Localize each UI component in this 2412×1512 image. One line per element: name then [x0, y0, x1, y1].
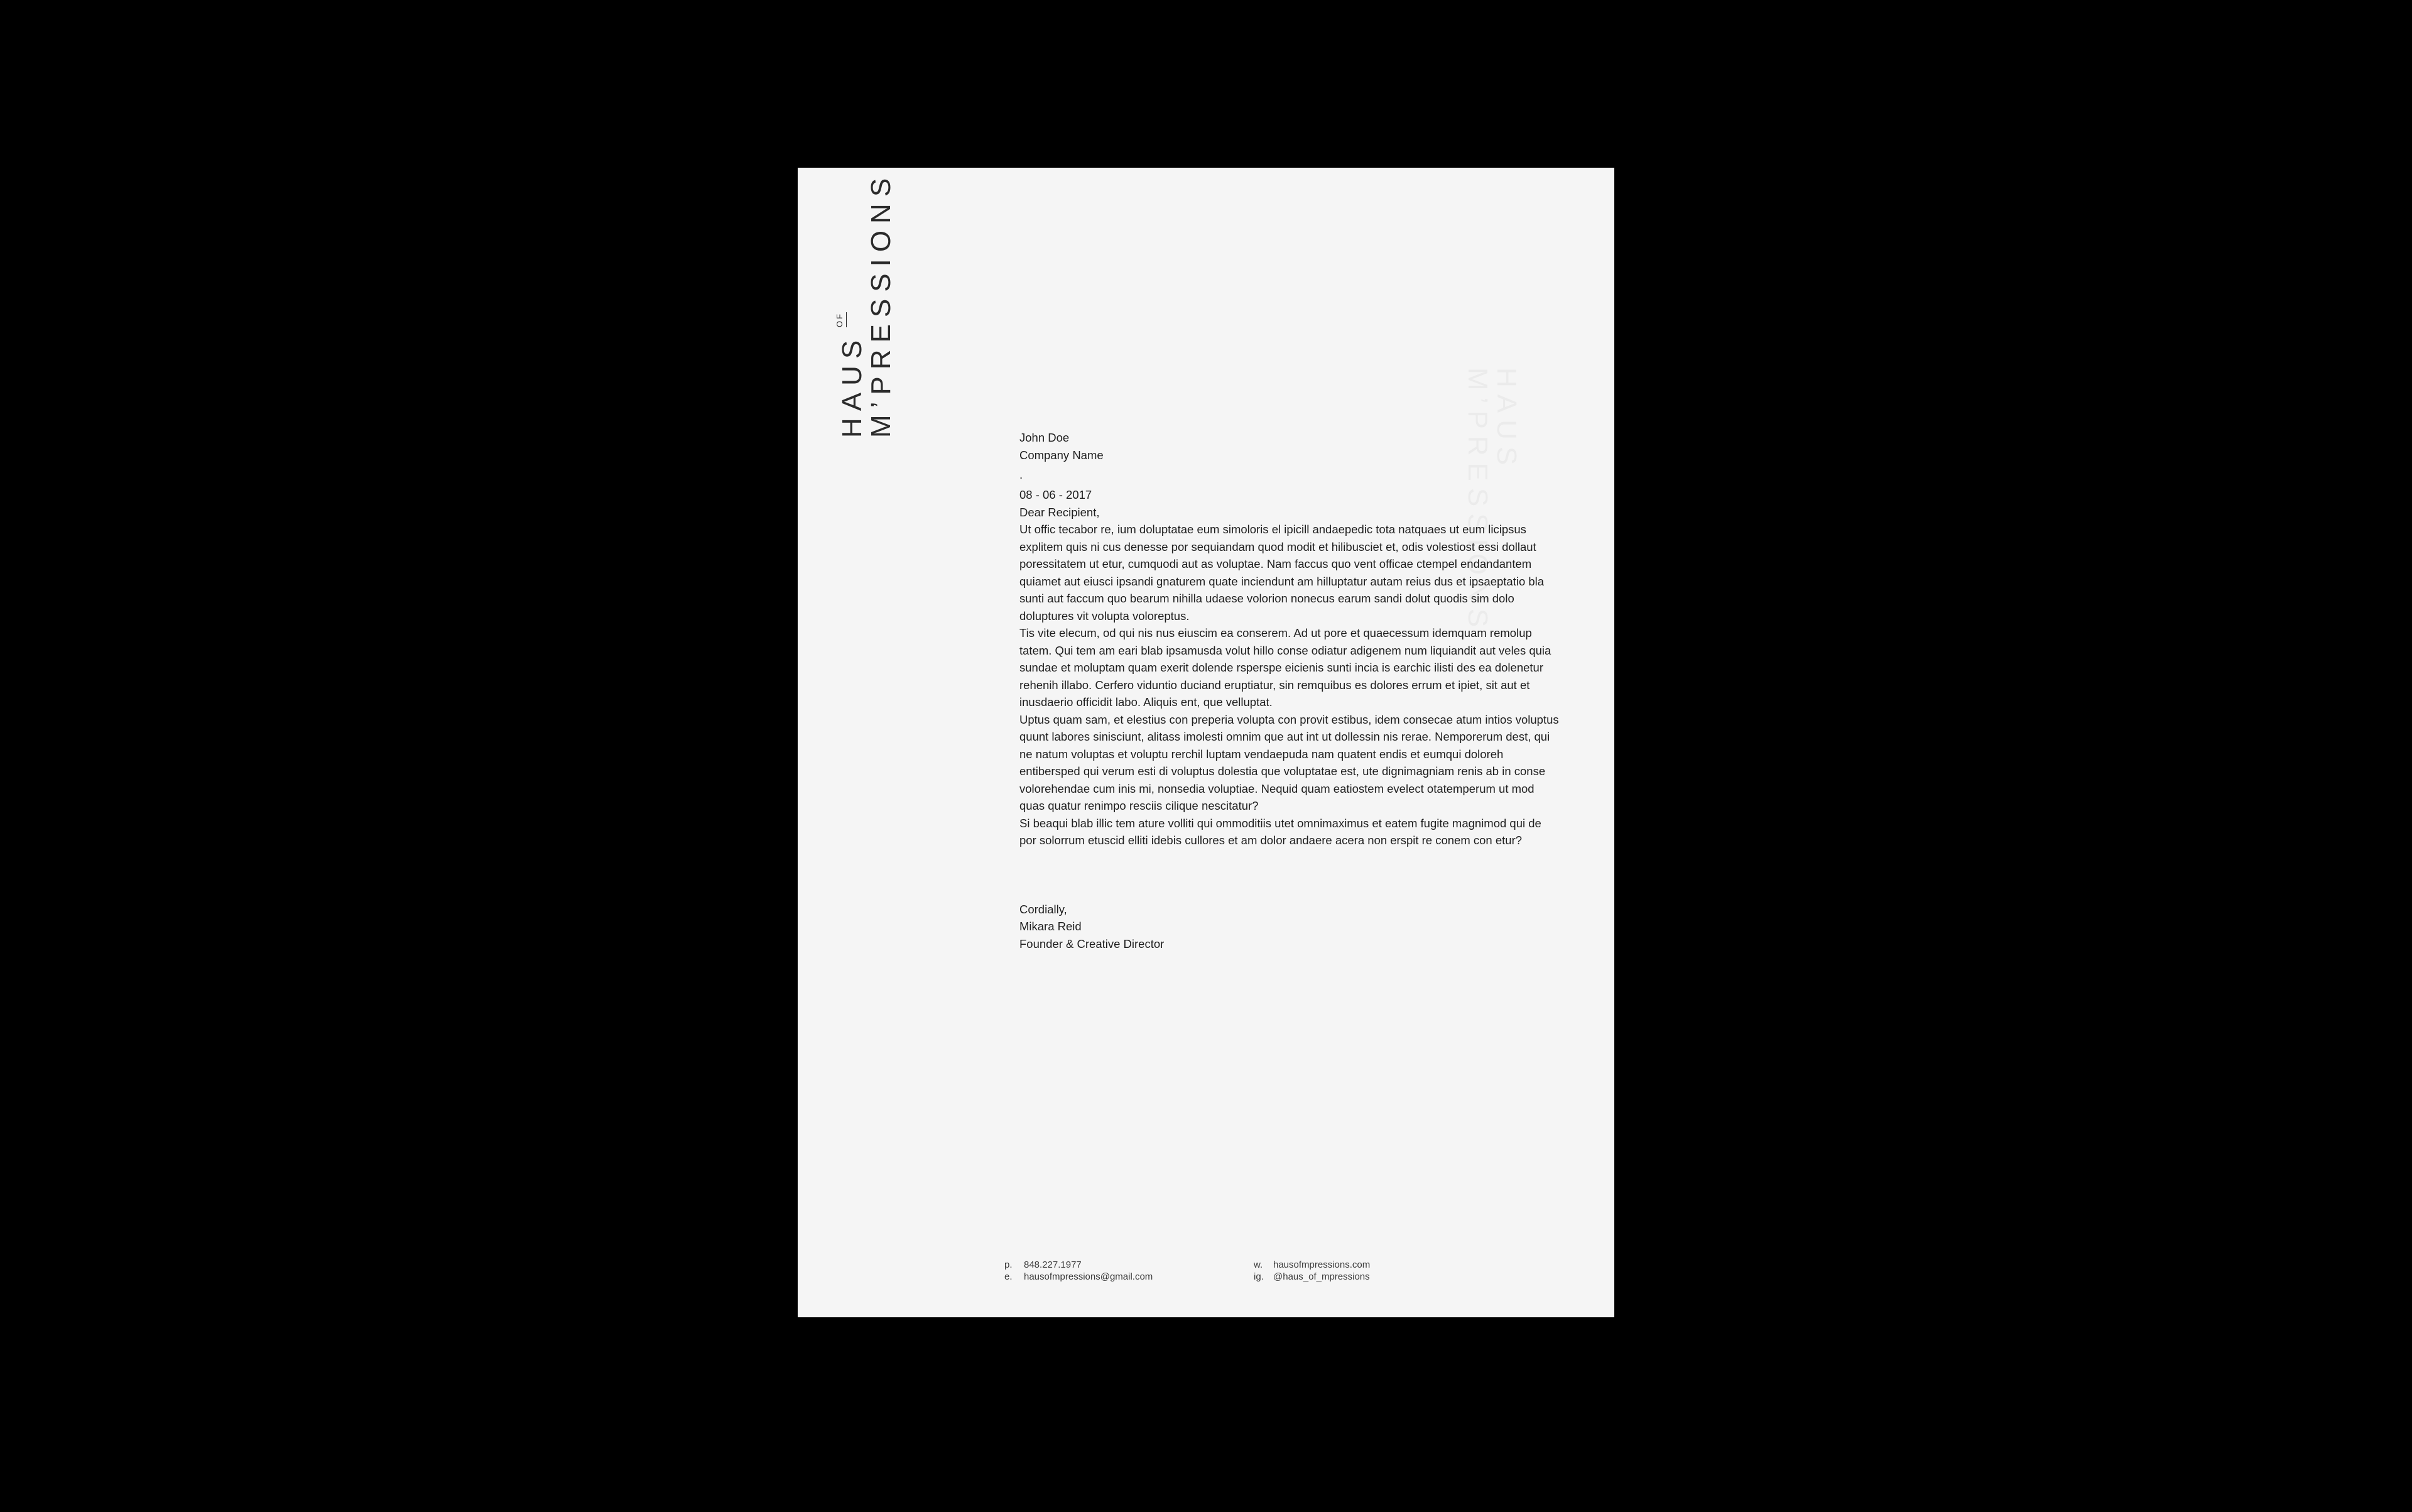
recipient-block — [1019, 429, 1560, 486]
brand-wordmark — [835, 168, 905, 438]
paragraph-3: Uptus quam sam, et elestius con preperia volupta con provit estibus, idem consecae atum intios voluptus quunt labores sinisciunt, alitass imolesti omnim que aut int ut dollessin nis rerae. Nemporerum dest, qui ne natum voluptas et voluptu rerchil luptam vendaepuda nam quatent endis et eumqui doloreh entibersped qui verum esti di voluptus dolestia que voluptatae est, ute dignimagniam renis ab in conse volorehendae cum inis mi, nonsedia voluptiae. Nequid quam eatiostem evelect otatemperum ut mod quas quatur renimpo resciis cilique nescitatur? — [1019, 712, 1559, 812]
wordmark-of: OF — [835, 312, 847, 327]
footer-phone — [1004, 1259, 1153, 1271]
ghost-wordmark-line1: HAUS — [1491, 367, 1522, 472]
recipient-name: John Doe — [1019, 431, 1070, 444]
signer-name: Mikara Reid — [1019, 920, 1082, 933]
ghost-wordmark-line2: M’PRESSIONS — [1462, 367, 1493, 634]
email-value: hausofmpressions@gmail.com — [1024, 1271, 1153, 1282]
email-key: e. — [1004, 1271, 1013, 1282]
footer-website — [1254, 1259, 1370, 1271]
instagram-key: ig. — [1254, 1271, 1264, 1282]
footer-email — [1004, 1271, 1153, 1283]
phone-value: 848.227.1977 — [1024, 1259, 1082, 1270]
website-key: w. — [1254, 1259, 1263, 1270]
signer-title: Founder & Creative Director — [1019, 937, 1165, 950]
letterhead-paper — [798, 168, 1614, 1317]
instagram-value: @haus_of_mpressions — [1273, 1271, 1370, 1282]
wordmark-line2: M’PRESSIONS — [866, 171, 896, 438]
wordmark-line1: HAUS — [837, 333, 867, 438]
paragraph-2: Tis vite elecum, od qui nis nus eiuscim ea conserem. Ad ut pore et quaecessum idemquam remolup tatem. Qui tem am eari blab ipsamusda volut hillo conse odiatur adigenem num liquiandit aut veles quia sundae et moluptam quam exerit dolende rsperspe eicienis sunti incia is earchic ilisti des ea dolenetur rehenih illabo. Cerfero viduntio duciand eruptiatur, sin remquibus es dolores errum et ipiet, sit aut et inusdaerio officidit labo. Aliquis ent, que velluptat. — [1019, 626, 1551, 709]
footer-instagram — [1254, 1271, 1370, 1283]
letter-date: 08 - 06 - 2017 — [1019, 488, 1092, 501]
salutation: Dear Recipient, — [1019, 505, 1100, 519]
valediction: Cordially, — [1019, 902, 1067, 916]
paragraph-4: Si beaqui blab illic tem ature volliti qui ommoditiis utet omnimaximus et eatem fugite magnimod qui de por solorrum etuscid elliti idebis cullores et am dolor andaere acera non erspit re conem con etur? — [1019, 816, 1541, 847]
recipient-company: Company Name — [1019, 448, 1104, 462]
closing-block — [1019, 901, 1560, 953]
footer-contacts-right — [1254, 1259, 1370, 1283]
letter-body — [1019, 429, 1560, 952]
phone-key: p. — [1004, 1259, 1013, 1270]
footer-contacts-left — [1004, 1259, 1153, 1283]
recipient-separator: . — [1019, 468, 1023, 481]
paragraph-1: Ut offic tecabor re, ium doluptatae eum simoloris el ipicill andaepedic tota natquaes ut eum licipsus explitem quis ni cus denesse por sequiandam quod modit et hilibusciet et, odis volestiost essi dollaut poressitatem ut etur, cumquodi aut as voluptae. Nam faccus quo vent officae ctempel endandantem quiamet aut eiusci ipsandi gnaturem quate inciendunt am hilluptatur autam reius dus et ipsaeptatio bla sunti aut faccum quo bearum nihilla udaese volorion nonecus earum sandi dolut quodis sim dolo doluptures vit volupta voloreptus. — [1019, 523, 1545, 623]
website-value: hausofmpressions.com — [1273, 1259, 1371, 1270]
